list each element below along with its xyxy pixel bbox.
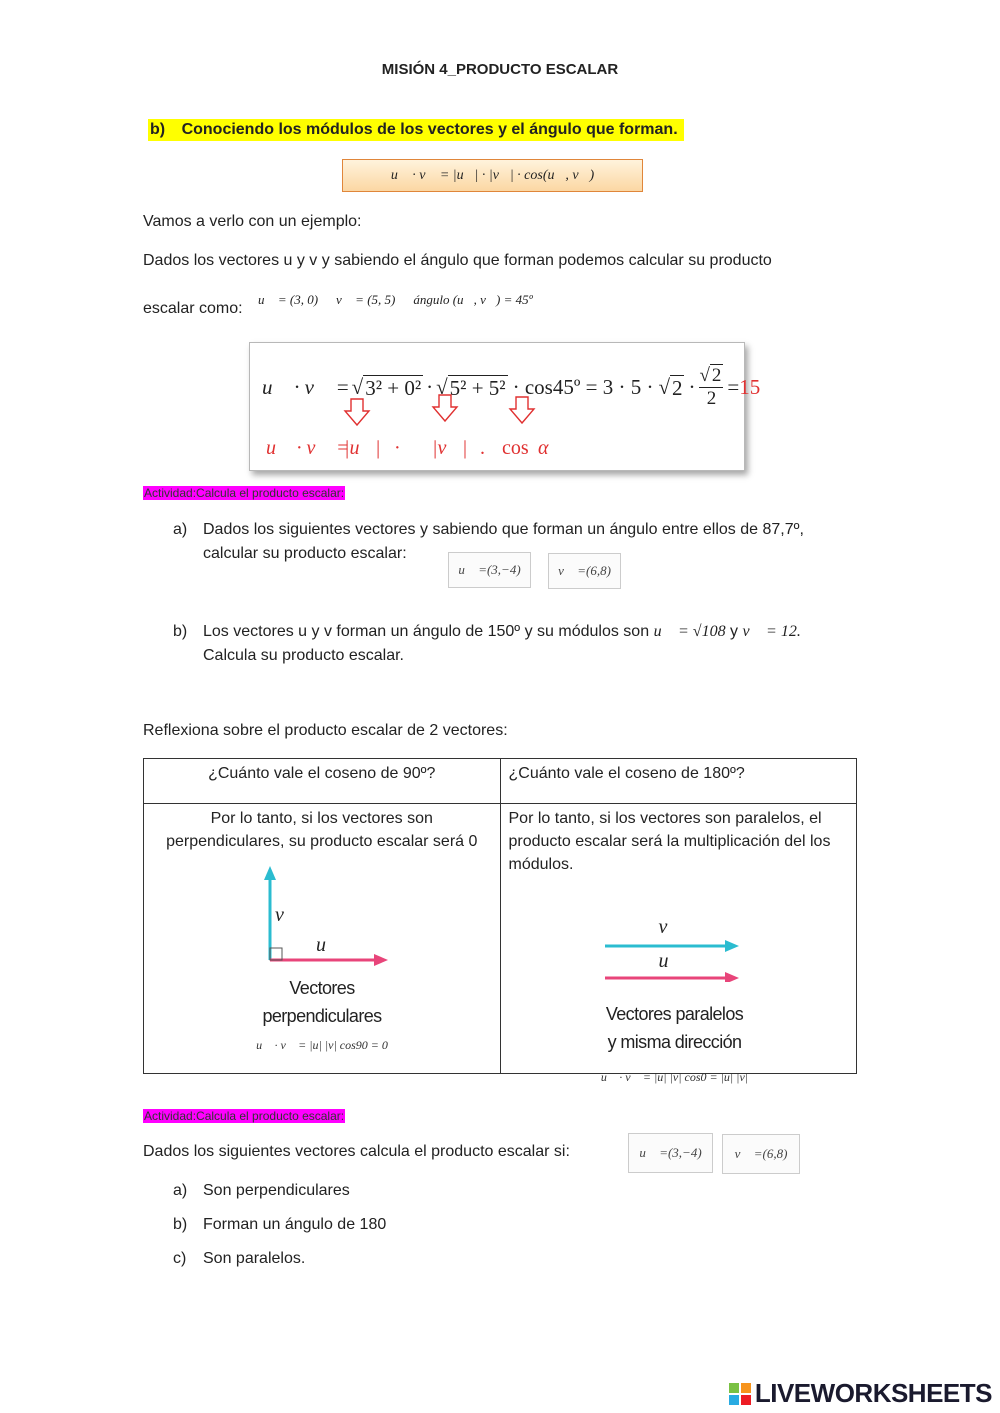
liveworksheets-logo — [729, 1378, 992, 1409]
activity1-a-text: Dados los siguientes vectores y sabiendo que forman un ángulo entre ellos de 87,7º, calcular su producto escalar: — [203, 521, 804, 562]
answer-perpendicular: Por lo tanto, si los vectores son perpendiculares, su producto escalar será 0 — [166, 810, 478, 850]
table-cell-a1 — [144, 804, 501, 1074]
reflect-intro: Reflexiona sobre el producto escalar de 2 vectores: — [143, 722, 508, 739]
activity2-b-text: Forman un ángulo de 180 — [203, 1216, 387, 1233]
given-u: u⃗ = (3, 0) — [258, 292, 319, 307]
table-cell-q2: ¿Cuánto vale el coseno de 180º? — [500, 759, 857, 804]
given-vectors — [258, 292, 533, 308]
activity2-c-text: Son paralelos. — [203, 1250, 306, 1267]
vector-u-chip-1: u⃗ =(3,−4) — [448, 552, 531, 588]
activity2-a-letter: a) — [173, 1182, 188, 1199]
activity-label-1: Actividad:Calcula el producto escalar: — [144, 486, 345, 500]
example-equation: u⃗ · v⃗ = √ 3² + 0² · √ 5² + 5² · cos45º = 3 · 5 · √ 2 · $\frac{√ 2}{2}$ = 15 — [262, 365, 761, 409]
activity1-b-letter: b) — [173, 623, 188, 640]
section-text: Conociendo los módulos de los vectores y el ángulo que forman. — [181, 121, 678, 138]
activity1-b-text: Los vectores u y v forman un ángulo de 150º y su módulos son u⃗ = √108 y v⃗ = 12. Calcula su producto escalar. — [203, 623, 801, 664]
diag2-u-label: u⃗ — [658, 950, 685, 972]
example-result: 15 — [739, 375, 761, 399]
main-formula-box — [342, 159, 643, 192]
activity2-c-letter: c) — [173, 1250, 187, 1267]
arrow-right-icon — [725, 940, 739, 952]
table-cell-q1: ¿Cuánto vale el coseno de 90º? — [144, 759, 501, 804]
activity2-b-letter: b) — [173, 1216, 188, 1233]
vector-u-chip-2: u⃗ =(3,−4) — [628, 1133, 713, 1173]
activity-label-2: Actividad:Calcula el producto escalar: — [144, 1109, 345, 1123]
reflect-table — [143, 758, 857, 1084]
vector-v-chip-1: v⃗ =(6,8) — [548, 553, 621, 589]
arrow-down-icon — [345, 399, 369, 425]
section-letter: b) — [150, 121, 166, 138]
arrow-right-icon — [725, 972, 739, 982]
given-line-2: escalar como: — [143, 300, 243, 317]
section-b-heading — [148, 119, 684, 141]
given-v: v⃗ = (5, 5) — [336, 292, 396, 307]
example-fraction: $\frac{√ 2}{2}$ — [699, 365, 722, 409]
diag1-u-label: u⃗ — [316, 934, 342, 956]
activity1-a-letter: a) — [173, 521, 188, 538]
arrow-down-icon — [433, 395, 457, 421]
given-line-1: Dados los vectores u y v y sabiendo el ángulo que forman podemos calcular su producto — [143, 252, 772, 269]
page-title: MISIÓN 4_PRODUCTO ESCALAR — [381, 61, 619, 78]
example-box: u⃗ · v⃗ = √ 3² + 0² · √ 5² + 5² · cos45º = 3 · 5 · √ 2 · $\frac{√ 2}{2}$ = 15 u⃗ · v⃗ = |u⃗| · |v⃗| . cos α — [249, 342, 745, 471]
diag1-v-label: v⃗ — [275, 904, 300, 926]
table-cell-a2 — [500, 804, 857, 1084]
vector-v-chip-2: v⃗ =(6,8) — [722, 1134, 800, 1174]
arrow-right-icon — [374, 954, 388, 966]
main-formula: u⃗ · v⃗ = |u⃗| · |v⃗| · cos(u⃗, v⃗) — [390, 167, 595, 183]
diag2-caption: Vectores paralelos y misma dirección — [605, 1004, 744, 1052]
example-cos: · cos45º = 3 · 5 · — [512, 375, 654, 399]
example-sqrt1: 3² + 0² — [365, 375, 422, 400]
diag2-v-label: v⃗ — [658, 916, 683, 938]
activity2-intro: Dados los siguientes vectores calcula el producto escalar si: — [143, 1143, 570, 1160]
example-sqrt2: 5² + 5² — [449, 375, 506, 400]
logo-icon — [729, 1383, 751, 1405]
answer-parallel: Por lo tanto, si los vectores son paralelos, el producto escalar será la multiplicación del los módulos. — [508, 810, 831, 873]
arrow-down-icon — [510, 397, 534, 423]
example-sqrt3: 2 — [671, 375, 683, 400]
diag2-formula: u⃗ · v⃗ = |u| |v| cos0 = |u| |v| — [600, 1070, 749, 1084]
example-lhs: u⃗ · v⃗ = — [262, 375, 350, 399]
activity2-a-text: Son perpendiculares — [203, 1182, 350, 1199]
logo-text: LIVEWORKSHEETS — [754, 1378, 992, 1408]
diag1-formula: u⃗ · v⃗ = |u| |v| cos90 = 0 — [256, 1038, 388, 1052]
intro-text: Vamos a verlo con un ejemplo: — [143, 213, 362, 230]
given-angle: ángulo (u⃗, v⃗) = 45º — [413, 292, 533, 307]
diag1-caption: Vectores perpendiculares — [262, 978, 382, 1026]
arrow-up-icon — [264, 866, 276, 880]
right-angle-mark — [270, 948, 282, 960]
